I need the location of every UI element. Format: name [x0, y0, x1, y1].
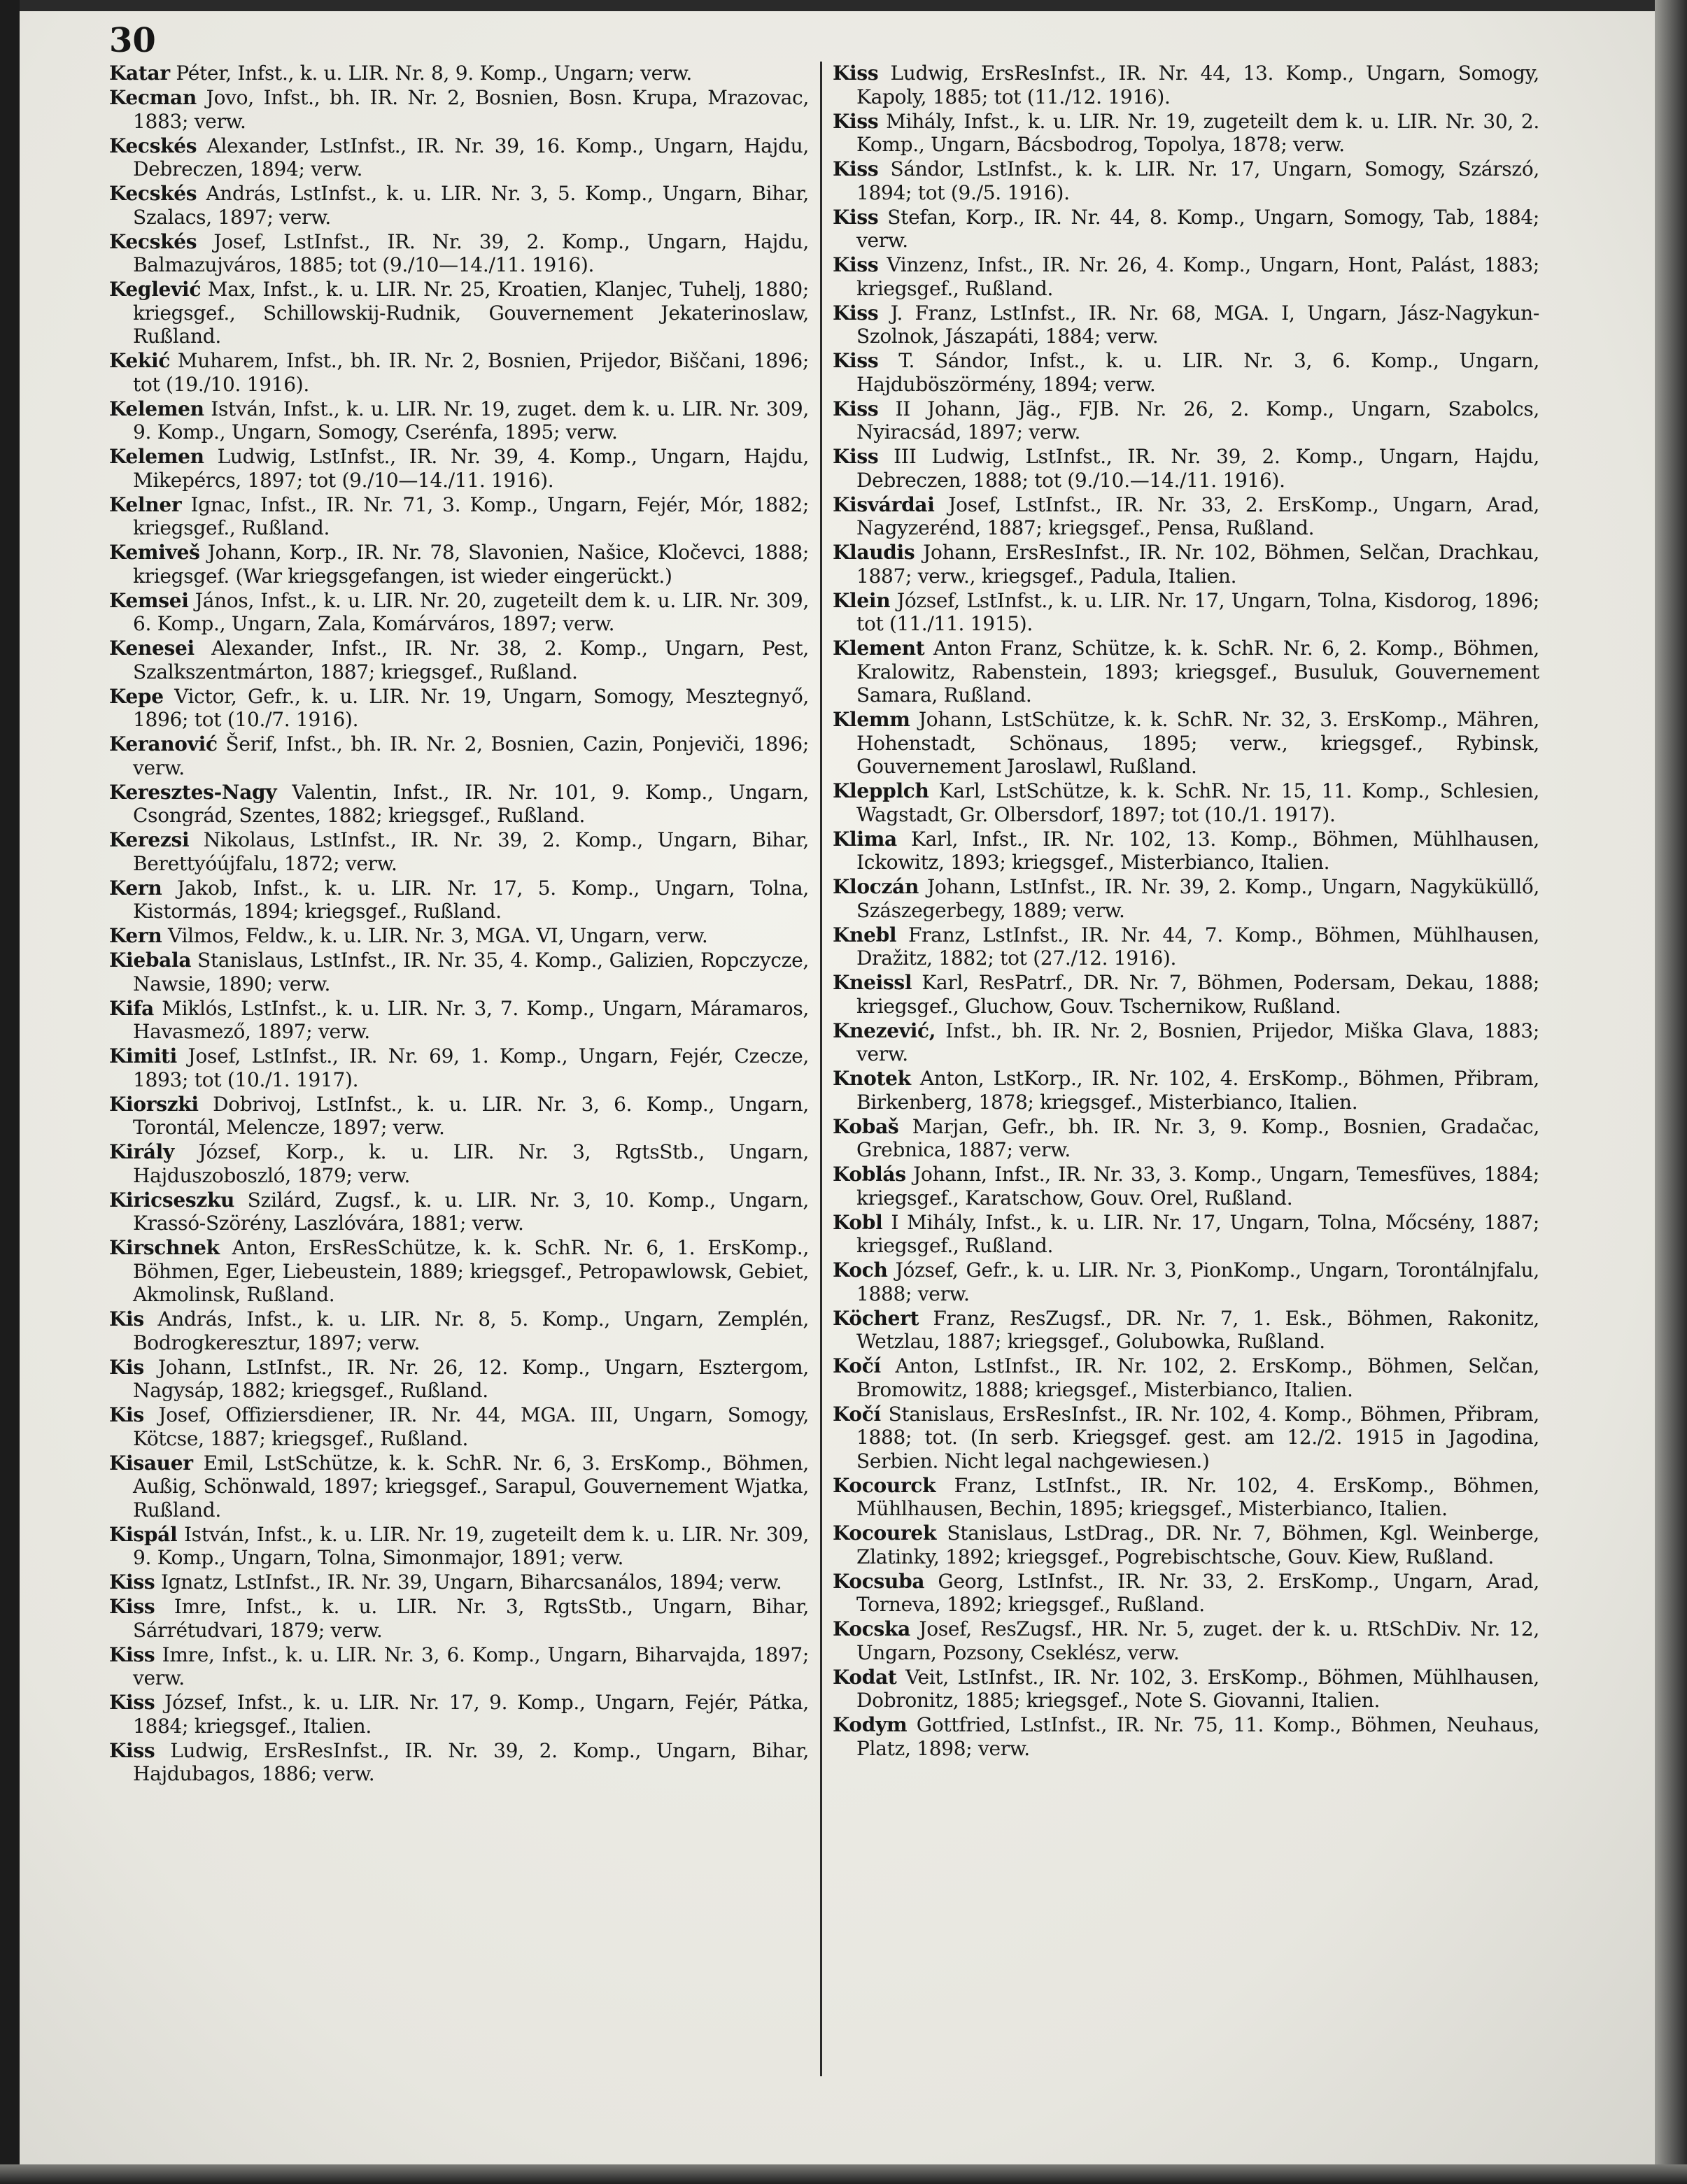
- register-entry: Koblás Johann, Infst., IR. Nr. 33, 3. Komp., Ungarn, Temesfüves, 1884; kriegsgef., Karatschow, Gouv. Orel, Rußland.: [833, 1163, 1539, 1210]
- register-entry: Klemm Johann, LstSchütze, k. k. SchR. Nr. 32, 3. ErsKomp., Mähren, Hohenstadt, Schönaus, 1895; verw., kriegsgef., Rybinsk, Gouvernement Jaroslawl, Rußland.: [833, 708, 1539, 778]
- register-entry: Knebl Franz, LstInfst., IR. Nr. 44, 7. Komp., Böhmen, Mühlhausen, Dražitz, 1882; tot (27./12. 1916).: [833, 923, 1539, 970]
- register-entry: Klaudis Johann, ErsResInfst., IR. Nr. 102, Böhmen, Selčan, Drachkau, 1887; verw., kriegsgef., Padula, Italien.: [833, 541, 1539, 588]
- register-entry: Kirschnek Anton, ErsResSchütze, k. k. SchR. Nr. 6, 1. ErsKomp., Böhmen, Eger, Liebeustein, 1889; kriegsgef., Petropawlowsk, Gebiet, Akmolinsk, Rußland.: [109, 1236, 809, 1306]
- register-entry: Kelner Ignac, Infst., IR. Nr. 71, 3. Komp., Ungarn, Fejér, Mór, 1882; kriegsgef., Rußland.: [109, 492, 809, 539]
- register-entry: Kisauer Emil, LstSchütze, k. k. SchR. Nr. 6, 3. ErsKomp., Böhmen, Außig, Schönwald, 1897; kriegsgef., Sarapul, Gouvernement Wjatka, Rußland.: [109, 1451, 809, 1522]
- register-entry: Kiss Stefan, Korp., IR. Nr. 44, 8. Komp., Ungarn, Somogy, Tab, 1884; verw.: [833, 205, 1539, 252]
- register-entry: Kobl I Mihály, Infst., k. u. LIR. Nr. 17, Ungarn, Tolna, Mőcsény, 1887; kriegsgef., Rußland.: [833, 1210, 1539, 1257]
- register-entry: Klement Anton Franz, Schütze, k. k. SchR. Nr. 6, 2. Komp., Böhmen, Kralowitz, Rabenstein, 1893; kriegsgef., Busuluk, Gouvernement Samara, Rußland.: [833, 637, 1539, 707]
- left-column: [109, 62, 809, 2132]
- register-entry: Keranović Šerif, Infst., bh. IR. Nr. 2, Bosnien, Cazin, Ponjeviči, 1896; verw.: [109, 732, 809, 779]
- register-entry: Kiss Imre, Infst., k. u. LIR. Nr. 3, 6. Komp., Ungarn, Biharvajda, 1897; verw.: [109, 1643, 809, 1689]
- register-entry: Kiss Ludwig, ErsResInfst., IR. Nr. 44, 13. Komp., Ungarn, Somogy, Kapoly, 1885; tot (11./12. 1916).: [833, 62, 1539, 108]
- register-entry: Kocsuba Georg, LstInfst., IR. Nr. 33, 2. ErsKomp., Ungarn, Arad, Torneva, 1892; kriegsgef., Rußland.: [833, 1569, 1539, 1616]
- register-entry: Kočí Stanislaus, ErsResInfst., IR. Nr. 102, 4. Komp., Böhmen, Přibram, 1888; tot. (In serb. Kriegsgef. gest. am 12./2. 1915 in Jagodina, Serbien. Nicht legal nachgewiesen.): [833, 1402, 1539, 1473]
- register-entry: Kiss Sándor, LstInfst., k. k. LIR. Nr. 17, Ungarn, Somogy, Szárszó, 1894; tot (9./5. 1916).: [833, 157, 1539, 204]
- register-entry: Kenesei Alexander, Infst., IR. Nr. 38, 2. Komp., Ungarn, Pest, Szalkszentmárton, 1887; kriegsgef., Rußland.: [109, 637, 809, 683]
- register-entry: Klima Karl, Infst., IR. Nr. 102, 13. Komp., Böhmen, Mühlhausen, Ickowitz, 1893; kriegsgef., Misterbianco, Italien.: [833, 827, 1539, 874]
- register-entry: Keresztes-Nagy Valentin, Infst., IR. Nr. 101, 9. Komp., Ungarn, Csongrád, Szentes, 1882; kriegsgef., Rußland.: [109, 780, 809, 827]
- register-entry: Kecskés Josef, LstInfst., IR. Nr. 39, 2. Komp., Ungarn, Hajdu, Balmazujváros, 1885; tot (9./10—14./11. 1916).: [109, 229, 809, 276]
- register-entry: Kiss II Johann, Jäg., FJB. Nr. 26, 2. Komp., Ungarn, Szabolcs, Nyiracsád, 1897; verw.: [833, 397, 1539, 444]
- register-entry: Keglević Max, Infst., k. u. LIR. Nr. 25, Kroatien, Klanjec, Tuhelj, 1880; kriegsgef., Schillowskij-Rudnik, Gouvernement Jekaterinoslaw, Rußland.: [109, 278, 809, 348]
- register-entry: Kimiti Josef, LstInfst., IR. Nr. 69, 1. Komp., Ungarn, Fejér, Czecze, 1893; tot (10./1. 1917).: [109, 1044, 809, 1091]
- register-entry: Knezević, Infst., bh. IR. Nr. 2, Bosnien, Prijedor, Miška Glava, 1883; verw.: [833, 1019, 1539, 1065]
- register-entry: Kecman Jovo, Infst., bh. IR. Nr. 2, Bosnien, Bosn. Krupa, Mrazovac, 1883; verw.: [109, 86, 809, 133]
- register-entry: Kiss III Ludwig, LstInfst., IR. Nr. 39, 2. Komp., Ungarn, Hajdu, Debreczen, 1888; tot (9./10.—14./11. 1916).: [833, 445, 1539, 492]
- register-entry: Knotek Anton, LstKorp., IR. Nr. 102, 4. ErsKomp., Böhmen, Přibram, Birkenberg, 1878; kriegsgef., Misterbianco, Italien.: [833, 1067, 1539, 1114]
- register-entry: Kiss T. Sándor, Infst., k. u. LIR. Nr. 3, 6. Komp., Ungarn, Hajduböszörmény, 1894; verw.: [833, 349, 1539, 396]
- register-entry: Király József, Korp., k. u. LIR. Nr. 3, RgtsStb., Ungarn, Hajduszoboszló, 1879; verw.: [109, 1140, 809, 1187]
- register-entry: Kneissl Karl, ResPatrf., DR. Nr. 7, Böhmen, Podersam, Dekau, 1888; kriegsgef., Gluchow, Gouv. Tschernikow, Rußland.: [833, 971, 1539, 1018]
- register-entry: Köchert Franz, ResZugsf., DR. Nr. 7, 1. Esk., Böhmen, Rakonitz, Wetzlau, 1887; kriegsgef., Golubowka, Rußland.: [833, 1306, 1539, 1353]
- register-entry: Kemiveš Johann, Korp., IR. Nr. 78, Slavonien, Našice, Kločevci, 1888; kriegsgef. (War kriegsgefangen, ist wieder eingerückt.): [109, 541, 809, 588]
- register-entry: Katar Péter, Infst., k. u. LIR. Nr. 8, 9. Komp., Ungarn; verw.: [109, 62, 692, 85]
- scan-edge-right: [1655, 0, 1687, 2184]
- register-entry: Kemsei János, Infst., k. u. LIR. Nr. 20, zugeteilt dem k. u. LIR. Nr. 309, 6. Komp., Ungarn, Zala, Komárváros, 1897; verw.: [109, 588, 809, 635]
- register-entry: Kiebala Stanislaus, LstInfst., IR. Nr. 35, 4. Komp., Galizien, Ropczycze, Nawsie, 1890; verw.: [109, 949, 809, 995]
- register-entry: Kis András, Infst., k. u. LIR. Nr. 8, 5. Komp., Ungarn, Zemplén, Bodrogkeresztur, 1897; verw.: [109, 1307, 809, 1354]
- register-entry: Kiricseszku Szilárd, Zugsf., k. u. LIR. Nr. 3, 10. Komp., Ungarn, Krassó-Szörény, Laszlóvára, 1881; verw.: [109, 1188, 809, 1235]
- register-entry: Kobaš Marjan, Gefr., bh. IR. Nr. 3, 9. Komp., Bosnien, Gradačac, Grebnica, 1887; verw.: [833, 1114, 1539, 1161]
- register-entry: Kodat Veit, LstInfst., IR. Nr. 102, 3. ErsKomp., Böhmen, Mühlhausen, Dobronitz, 1885; kriegsgef., Note S. Giovanni, Italien.: [833, 1665, 1539, 1712]
- register-entry: Kodym Gottfried, LstInfst., IR. Nr. 75, 11. Komp., Böhmen, Neuhaus, Platz, 1898; verw.: [833, 1713, 1539, 1760]
- register-entry: Kiss Imre, Infst., k. u. LIR. Nr. 3, RgtsStb., Ungarn, Bihar, Sárrétudvari, 1879; verw.: [109, 1595, 809, 1642]
- register-entry: Kekić Muharem, Infst., bh. IR. Nr. 2, Bosnien, Prijedor, Biščani, 1896; tot (19./10. 1916).: [109, 349, 809, 396]
- register-entry: Kis Johann, LstInfst., IR. Nr. 26, 12. Komp., Ungarn, Esztergom, Nagysáp, 1882; kriegsgef., Rußland.: [109, 1355, 809, 1402]
- register-entry: Kern Vilmos, Feldw., k. u. LIR. Nr. 3, MGA. VI, Ungarn, verw.: [109, 924, 708, 947]
- register-entry: Klepplch Karl, LstSchütze, k. k. SchR. Nr. 15, 11. Komp., Schlesien, Wagstadt, Gr. Olbersdorf, 1897; tot (10./1. 1917).: [833, 779, 1539, 826]
- register-entry: Koch József, Gefr., k. u. LIR. Nr. 3, PionKomp., Ungarn, Torontálnjfalu, 1888; verw.: [833, 1258, 1539, 1305]
- scan-edge-left: [0, 0, 20, 2184]
- register-entry: Kisvárdai Josef, LstInfst., IR. Nr. 33, 2. ErsKomp., Ungarn, Arad, Nagyzerénd, 1887; kriegsgef., Pensa, Rußland.: [833, 492, 1539, 539]
- column-divider: [820, 62, 822, 2076]
- register-entry: Kiss Mihály, Infst., k. u. LIR. Nr. 19, zugeteilt dem k. u. LIR. Nr. 30, 2. Komp., Ungarn, Bácsbodrog, Topolya, 1878; verw.: [833, 109, 1539, 156]
- register-entry: Kecskés András, LstInfst., k. u. LIR. Nr. 3, 5. Komp., Ungarn, Bihar, Szalacs, 1897; verw.: [109, 182, 809, 229]
- register-entry: Kiss Vinzenz, Infst., IR. Nr. 26, 4. Komp., Ungarn, Hont, Palást, 1883; kriegsgef., Rußland.: [833, 253, 1539, 300]
- register-entry: Kispál István, Infst., k. u. LIR. Nr. 19, zugeteilt dem k. u. LIR. Nr. 309, 9. Komp., Ungarn, Tolna, Simonmajor, 1891; verw.: [109, 1522, 809, 1569]
- register-entry: Kloczán Johann, LstInfst., IR. Nr. 39, 2. Komp., Ungarn, Nagyküküllő, Szászegerbegy, 1889; verw.: [833, 875, 1539, 922]
- register-entry: Kiss Ignatz, LstInfst., IR. Nr. 39, Ungarn, Biharcsanálos, 1894; verw.: [109, 1570, 782, 1594]
- register-entry: Kepe Victor, Gefr., k. u. LIR. Nr. 19, Ungarn, Somogy, Mesztegnyő, 1896; tot (10./7. 1916).: [109, 684, 809, 731]
- register-entry: Kocska Josef, ResZugsf., HR. Nr. 5, zuget. der k. u. RtSchDiv. Nr. 12, Ungarn, Pozsony, Cseklész, verw.: [833, 1617, 1539, 1664]
- register-entry: Kecskés Alexander, LstInfst., IR. Nr. 39, 16. Komp., Ungarn, Hajdu, Debreczen, 1894; verw.: [109, 134, 809, 180]
- register-entry: Klein József, LstInfst., k. u. LIR. Nr. 17, Ungarn, Tolna, Kisdorog, 1896; tot (11./11. 1915).: [833, 588, 1539, 635]
- register-entry: Kiss Ludwig, ErsResInfst., IR. Nr. 39, 2. Komp., Ungarn, Bihar, Hajdubagos, 1886; verw.: [109, 1738, 809, 1785]
- register-entry: Kočí Anton, LstInfst., IR. Nr. 102, 2. ErsKomp., Böhmen, Selčan, Bromowitz, 1888; kriegsgef., Misterbianco, Italien.: [833, 1354, 1539, 1401]
- scan-edge-bottom: [0, 2164, 1687, 2184]
- register-entry: Kerezsi Nikolaus, LstInfst., IR. Nr. 39, 2. Komp., Ungarn, Bihar, Berettyóújfalu, 1872; verw.: [109, 828, 809, 875]
- register-entry: Kocourek Stanislaus, LstDrag., DR. Nr. 7, Böhmen, Kgl. Weinberge, Zlatinky, 1892; kriegsgef., Pogrebischtsche, Gouv. Kiew, Rußland.: [833, 1522, 1539, 1568]
- register-entry: Kelemen Ludwig, LstInfst., IR. Nr. 39, 4. Komp., Ungarn, Hajdu, Mikepércs, 1897; tot (9./10—14./11. 1916).: [109, 445, 809, 492]
- register-entry: Kiorszki Dobrivoj, LstInfst., k. u. LIR. Nr. 3, 6. Komp., Ungarn, Torontál, Melencze, 1897; verw.: [109, 1092, 809, 1139]
- scan-edge-top: [0, 0, 1687, 11]
- register-entry: Kiss J. Franz, LstInfst., IR. Nr. 68, MGA. I, Ungarn, Jász-Nagykun-Szolnok, Jászapáti, 1884; verw.: [833, 301, 1539, 348]
- register-entry: Kiss József, Infst., k. u. LIR. Nr. 17, 9. Komp., Ungarn, Fejér, Pátka, 1884; kriegsgef., Italien.: [109, 1691, 809, 1738]
- right-column: [833, 62, 1539, 2132]
- register-entry: Kern Jakob, Infst., k. u. LIR. Nr. 17, 5. Komp., Ungarn, Tolna, Kistormás, 1894; kriegsgef., Rußland.: [109, 876, 809, 923]
- register-entry: Kifa Miklós, LstInfst., k. u. LIR. Nr. 3, 7. Komp., Ungarn, Máramaros, Havasmező, 1897; verw.: [109, 996, 809, 1043]
- register-entry: Kis Josef, Offiziersdiener, IR. Nr. 44, MGA. III, Ungarn, Somogy, Kötcse, 1887; kriegsgef., Rußland.: [109, 1403, 809, 1450]
- page-number: 30: [109, 21, 156, 60]
- register-entry: Kocourck Franz, LstInfst., IR. Nr. 102, 4. ErsKomp., Böhmen, Mühlhausen, Bechin, 1895; kriegsgef., Misterbianco, Italien.: [833, 1473, 1539, 1520]
- register-entry: Kelemen István, Infst., k. u. LIR. Nr. 19, zuget. dem k. u. LIR. Nr. 309, 9. Komp., Ungarn, Somogy, Cserénfa, 1895; verw.: [109, 397, 809, 444]
